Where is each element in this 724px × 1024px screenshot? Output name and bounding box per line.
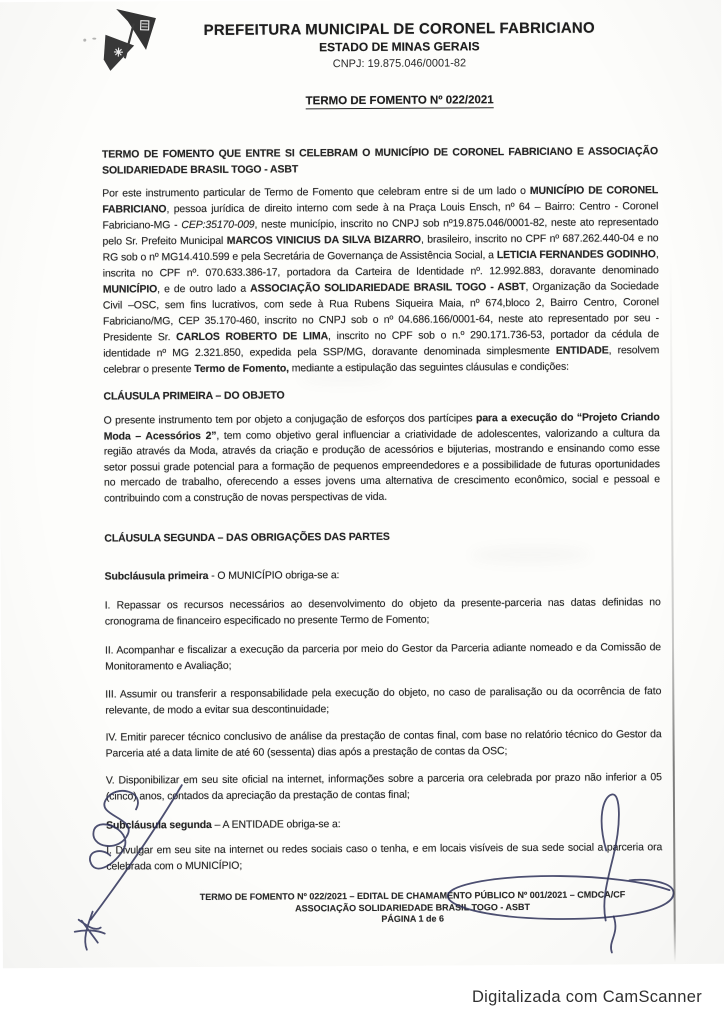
entidade-bold: ENTIDADE <box>555 344 609 357</box>
president-name-bold: CARLOS ROBERTO DE LIMA <box>176 330 329 344</box>
clause-2-heading: CLÁUSULA SEGUNDA – DAS OBRIGAÇÕES DAS PARTES <box>104 530 390 545</box>
document-title <box>38 89 724 111</box>
cep-italic: CEP:35170-009 <box>181 218 255 232</box>
municipio-bold: MUNICÍPIO <box>102 283 158 296</box>
text-segment: , inscrita no CPF nº. 070.633.386-17, portadora da Carteira de Identidade nº. 12.992.883, doravante denominado <box>102 248 659 280</box>
obligation-item-3: III. Assumir ou transferir a responsabilidade pela execução do objeto, no caso de paralisação ou da ocorrência de fato relevante, de modo a evitar sua descontinuidade; <box>105 685 662 717</box>
text-segment: , resolvem celebrar o presente <box>103 344 660 376</box>
mayor-name-bold: MARCOS VINICIUS DA SILVA BIZARRO <box>226 233 422 247</box>
project-name-bold: para a execução do “Projeto Criando Moda – Acessórios 2” <box>103 411 660 443</box>
cnpj-line: CNPJ: 19.875.046/0001-82 <box>332 57 467 71</box>
text-segment: O presente instrumento tem por objeto a conjugação de esforços dos partícipes <box>103 412 477 427</box>
party-municipality-bold: MUNICÍPIO DE CORONEL FABRICIANO <box>102 184 659 216</box>
scan-smudge <box>299 372 389 385</box>
clause-1-paragraph <box>104 410 661 506</box>
obligation-item-4: IV. Emitir parecer técnico conclusivo de análise da prestação de contas final, com base no relatório técnico do Gestor da Parceria até a data limite de até 60 (sessenta) dias após a prestação de contas da OSC; <box>105 728 662 760</box>
municipality-name: PREFEITURA MUNICIPAL DE CORONEL FABRICIANO <box>203 19 595 39</box>
footer-line-3: PÁGINA 1 de 6 <box>381 913 445 924</box>
state-line: ESTADO DE MINAS GERAIS <box>319 39 480 55</box>
association-name-bold: ASSOCIAÇÃO SOLIDARIEDADE BRASIL TOGO - ASBT <box>250 280 526 295</box>
text-segment: Por este instrumento particular de Termo de Fomento que celebram entre si de um lado o <box>102 184 530 200</box>
obligation-item-5: V. Disponibilizar em seu site oficial na internet, informações sobre a parceria ora celebrada por prazo não inferior a 05 (cinco) anos, contados da apreciação da prestação de contas final; <box>105 771 662 803</box>
document-title-text: TERMO DE FOMENTO Nº 022/2021 <box>305 94 494 108</box>
footer-line-2: ASSOCIAÇÃO SOLIDARIEDADE BRASIL TOGO - ASBT <box>295 901 531 913</box>
entity-obligation-item-1: I. Divulgar em seu site na internet ou redes sociais caso o tenha, e em locais visíveis de sua sede social a parceria ora celebrada com o MUNICÍPIO; <box>106 841 663 873</box>
parties-paragraph <box>102 182 659 377</box>
text-segment: , inscrito no CPF sob o n.º 290.171.736-53, portador da cédula de identidade nº MG 2.321.850, expedida pela SSP/MG, doravante denominada simplesmente <box>103 328 660 360</box>
subclause-2-label: Subcláusula segunda <box>106 818 212 832</box>
subclause-1-label: Subcláusula primeira <box>104 569 209 583</box>
text-segment: , e de outro lado a <box>157 282 251 296</box>
clause-1-heading: CLÁUSULA PRIMEIRA – DO OBJETO <box>103 389 285 403</box>
text-segment: , neste município, inscrito no CNPJ sob nº19.875.046/0001-82, neste ato representado pelo Sr. Prefeito Municipal <box>102 216 659 248</box>
subclause-1-line <box>105 566 661 585</box>
secretary-name-bold: LETICIA FERNANDES GODINHO <box>496 248 656 262</box>
text-segment: – A ENTIDADE obriga-se a: <box>211 818 341 831</box>
text-segment: , tem como objetivo geral influenciar a criatividade de adolescentes, valorizando a cultura da região através da Moda, através da criação e produção de acessórios e bijuterias, mostrando e ensinando como esse setor possui grade potencial para a formação de pequenos empreendedores e a possibilidade de futuras oportunidades no mercado de trabalho, oferecendo a esses jovens uma alternativa de crescimento econômico, social e pessoal e contribuindo com a construção de novas perspectivas de vida. <box>103 426 661 505</box>
text-segment: mediante a estipulação das seguintes cláusulas e condições: <box>288 360 569 375</box>
text-segment: , Organização da Sociedade Civil –OSC, sem fins lucrativos, com sede à Rua Rubens Siqueira Maia, nº 674,bloco 2, Bairro Centro, Coronel Fabriciano/MG, CEP 35.170-460, inscrito no CNPJ sob o nº 04.686.166/0001-64, neste ato representado por seu - Presidente Sr. <box>102 280 660 344</box>
preamble-heading: TERMO DE FOMENTO QUE ENTRE SI CELEBRAM O MUNICÍPIO DE CORONEL FABRICIANO E ASSOCIAÇÃO SOLIDARIEDADE BRASIL TOGO - ASBT <box>101 145 659 177</box>
obligation-item-2: II. Acompanhar e fiscalizar a execução da parceria por meio do Gestor da Parceria adiante nomeado e da Comissão de Monitoramento e Avaliação; <box>104 641 662 673</box>
letterhead <box>37 19 724 72</box>
scan-smudge <box>470 547 590 564</box>
text-segment: , pessoa jurídica de direito interno com sede à na Praça Louis Ensch, nº 64 – Bairro: Centro - Coronel Fabriciano-MG - <box>102 200 659 232</box>
obligation-item-1: I. Repassar os recursos necessários ao desenvolvimento do objeto da presente-parceria nas datas definidas no cronograma de financeiro especificado no presente Termo de Fomento; <box>104 596 661 628</box>
signature-scribble-left <box>50 781 201 960</box>
text-segment: - O MUNICÍPIO obriga-se a: <box>208 569 340 582</box>
text-segment: , brasileiro, inscrito no CPF nº 687.262.440-04 e no RG sob o nº MG14.410.599 e pela Secretária de Governança de Assistência Social, a <box>102 232 659 264</box>
termo-bold: Termo de Fomento, <box>194 362 289 376</box>
footer-line-1: TERMO DE FOMENTO Nº 022/2021 – EDITAL DE CHAMAMENTO PÚBLICO Nº 001/2021 – CMDCA/CF <box>199 889 626 902</box>
camscanner-credit: Digitalizada com CamScanner <box>471 988 702 1006</box>
